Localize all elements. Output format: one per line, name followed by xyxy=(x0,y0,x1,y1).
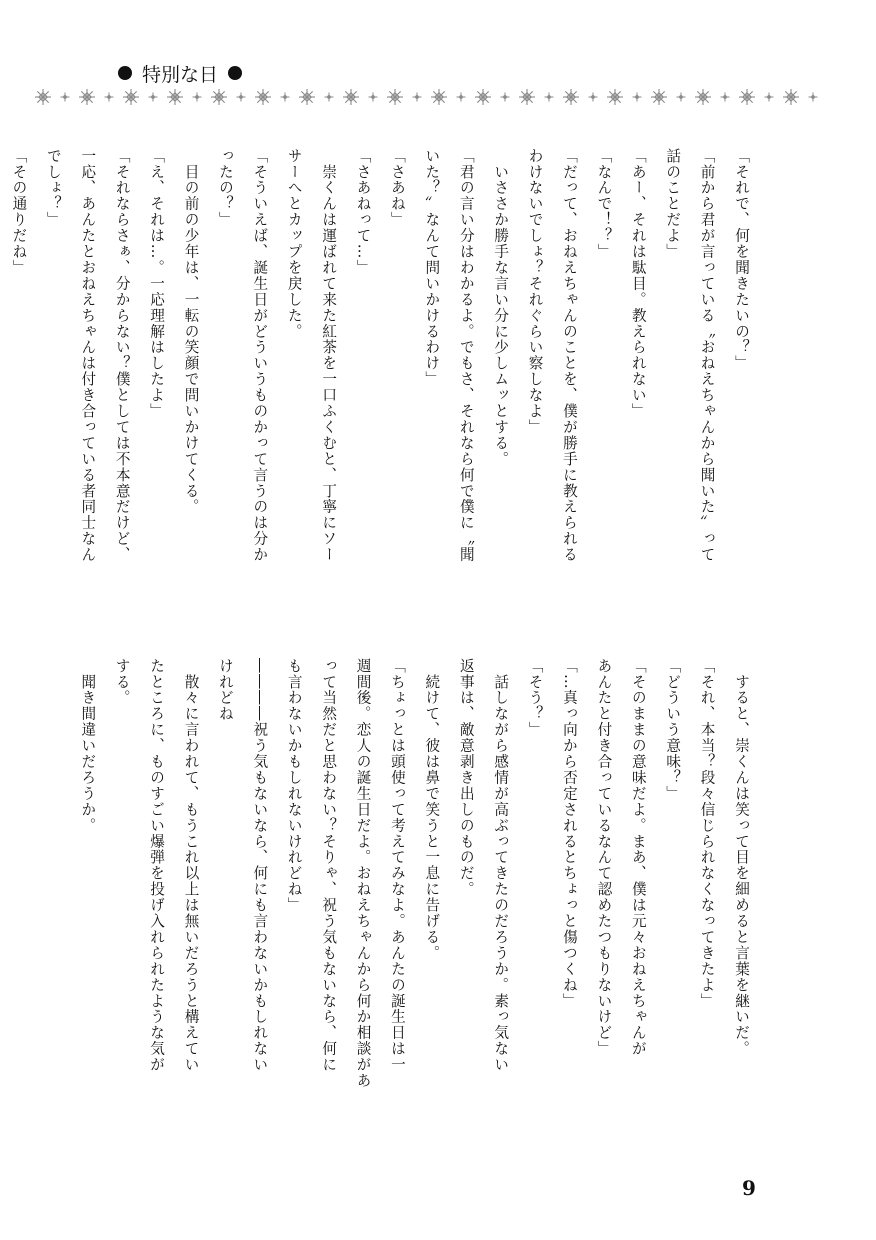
text-line: でしょ？」 xyxy=(44,148,62,228)
text-line: 返事は、敵意剥き出しのものだ。 xyxy=(457,658,475,898)
snowflake-icon xyxy=(35,89,51,105)
snowflake-icon xyxy=(105,93,114,102)
text-line: 「そう？」 xyxy=(526,658,544,738)
text-line: 「…真っ向から否定されるとちょっと傷つくね」 xyxy=(560,658,578,1009)
snowflake-icon xyxy=(325,93,334,102)
text-line: 「前から君が言っている〝おねえちゃんから聞いた〟って xyxy=(698,148,716,563)
text-line: 目の前の少年は、一転の笑顔で問いかけてくる。 xyxy=(182,148,200,515)
text-line: も言わないかもしれないけれどね」 xyxy=(285,658,303,914)
snowflake-icon xyxy=(299,89,315,105)
chapter-header xyxy=(118,58,242,88)
text-line: 「どういう意味？」 xyxy=(664,658,682,802)
snowflake-icon xyxy=(369,93,378,102)
snowflake-icon xyxy=(431,89,447,105)
text-line: ――――祝う気もないなら、何にも言わないかもしれない xyxy=(251,658,269,1073)
text-line: する。 xyxy=(113,658,131,706)
text-line: 「さあねって…」 xyxy=(354,148,372,276)
page-number: 9 xyxy=(742,1176,756,1200)
snowflake-icon xyxy=(501,93,510,102)
snowflake-icon xyxy=(193,93,202,102)
snowflake-icon xyxy=(343,89,359,105)
text-line: 一応、あんたとおねえちゃんは付き合っている者同士なん xyxy=(79,148,97,563)
snowflake-icon xyxy=(211,89,227,105)
text-block-upper xyxy=(10,148,758,626)
snowflake-icon xyxy=(123,89,139,105)
bullet-circle-icon xyxy=(228,66,242,80)
text-line: あんたと付き合っているなんて認めたつもりないけど」 xyxy=(595,658,613,1057)
text-line: 話のことだよ」 xyxy=(664,148,682,260)
text-line: 「そういえば、誕生日がどういうものかって言うのは分か xyxy=(251,148,269,563)
text-line: 崇くんは運ばれて来た紅茶を一口ふくむと、丁寧にソー xyxy=(320,148,338,563)
snowflake-icon xyxy=(783,89,799,105)
snowflake-icon xyxy=(167,89,183,105)
text-line: すると、崇くんは笑って目を細めると言葉を継いだ。 xyxy=(733,658,750,1057)
snowflake-icon xyxy=(387,89,403,105)
text-line: 「なんで！？」 xyxy=(595,148,613,260)
snowflake-icon xyxy=(237,93,246,102)
text-line: 「それ、本当？段々信じられなくなってきたよ」 xyxy=(698,658,716,1009)
text-line: 聞き間違いだろうか。 xyxy=(79,658,97,834)
snowflake-icon xyxy=(589,93,598,102)
bullet-circle-icon xyxy=(118,66,132,80)
chapter-title: 特別な日 xyxy=(142,63,219,86)
snowflake-icon xyxy=(607,89,623,105)
text-block-lower xyxy=(79,658,758,1136)
text-line: 「え、それは…。一応理解はしたよ」 xyxy=(148,148,166,420)
snowflake-icon xyxy=(281,93,290,102)
text-line: 続けて、彼は鼻で笑うと一息に告げる。 xyxy=(423,658,441,962)
text-line: 「それならさぁ、分からない？僕としては不本意だけど、 xyxy=(113,148,131,563)
snowflake-icon xyxy=(677,93,686,102)
text-line: わけないでしょ？それぐらい察しなよ」 xyxy=(526,148,544,436)
text-line: 「君の言い分はわかるよ。でもさ、それなら何で僕に〝聞 xyxy=(457,148,475,563)
text-line: 「さあね」 xyxy=(388,148,406,228)
snowflake-icon xyxy=(61,93,70,102)
snowflake-icon xyxy=(651,89,667,105)
snowflake-icon xyxy=(739,89,755,105)
snowflake-icon xyxy=(721,93,730,102)
snowflake-icon xyxy=(457,93,466,102)
text-line: 「それで、何を聞きたいの？」 xyxy=(733,148,750,372)
snowflake-icon xyxy=(563,89,579,105)
snowflake-icon xyxy=(545,93,554,102)
text-line: 散々に言われて、もうこれ以上は無いだろうと構えてい xyxy=(182,658,200,1073)
snowflake-icon xyxy=(809,93,818,102)
text-line: いた？〟なんて問いかけるわけ」 xyxy=(423,148,441,388)
text-line: けれどね xyxy=(216,658,234,722)
text-line: 「あー、それは駄目。教えられない」 xyxy=(629,148,647,420)
ornament-divider xyxy=(32,86,844,108)
text-line: 週間後。恋人の誕生日だよ。おねえちゃんから何か相談があ xyxy=(354,658,372,1089)
snowflake-icon xyxy=(519,89,535,105)
snowflake-pattern-icon xyxy=(32,86,844,108)
snowflake-icon xyxy=(475,89,491,105)
snowflake-icon xyxy=(255,89,271,105)
snowflake-icon xyxy=(413,93,422,102)
snowflake-icon xyxy=(633,93,642,102)
text-line: 「そのままの意味だよ。まあ、僕は元々おねえちゃんが xyxy=(629,658,647,1057)
snowflake-icon xyxy=(149,93,158,102)
text-line: たところに、ものすごい爆弾を投げ入れられたような気が xyxy=(148,658,166,1073)
text-line: 「ちょっとは頭使って考えてみなよ。あんたの誕生日は一 xyxy=(388,658,406,1073)
text-line: ったの？」 xyxy=(216,148,234,228)
text-line: 「だって、おねえちゃんのことを、僕が勝手に教えられる xyxy=(560,148,578,563)
text-line: いささか勝手な言い分に少しムッとする。 xyxy=(492,148,510,467)
snowflake-icon xyxy=(765,93,774,102)
text-line: 話しながら感情が高ぶってきたのだろうか。素っ気ない xyxy=(492,658,510,1073)
snowflake-icon xyxy=(79,89,95,105)
text-line: って当然だと思わない？そりゃ、祝う気もないなら、何に xyxy=(320,658,338,1073)
text-line: サーへとカップを戻した。 xyxy=(285,148,303,340)
text-line: 「その通りだね」 xyxy=(10,148,28,276)
snowflake-icon xyxy=(695,89,711,105)
